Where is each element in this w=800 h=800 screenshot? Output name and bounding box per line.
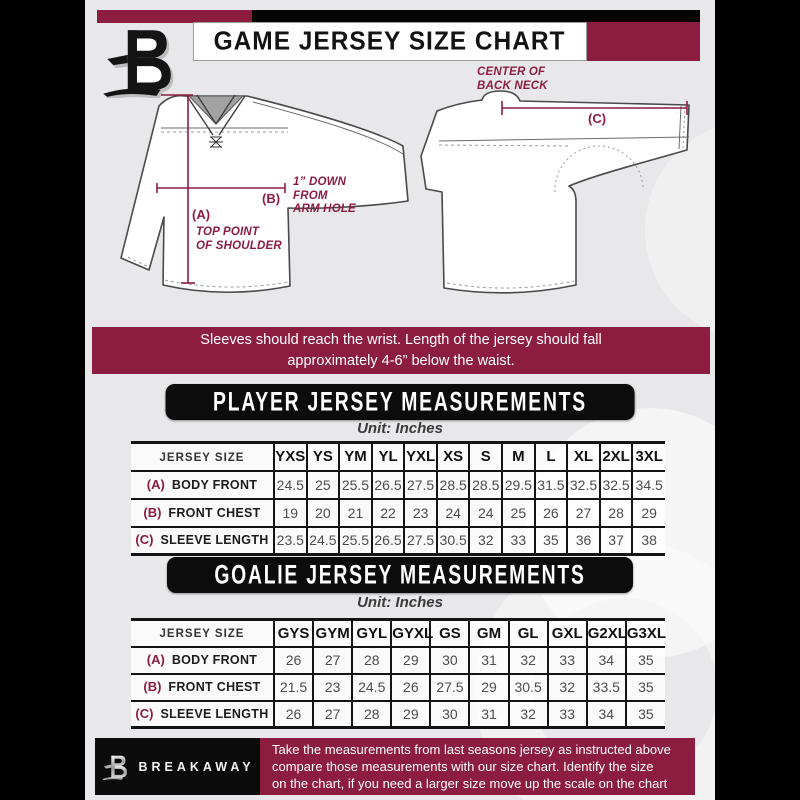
footer-instruction-line1: Take the measurements from last seasons jersey as instructed above: [272, 742, 671, 757]
footer-instructions: [260, 738, 695, 795]
measurement-cell: 34: [587, 701, 626, 728]
measurement-cell: 25: [307, 471, 340, 499]
size-header-cell: GS: [430, 620, 469, 647]
corner-header-label: JERSEY SIZE: [159, 451, 245, 464]
table-header-row: [131, 443, 665, 471]
size-header-cell: S: [469, 443, 502, 471]
measurement-cell: 30: [430, 701, 469, 728]
goalie-section-heading: GOALIE JERSEY MEASUREMENTS: [167, 557, 633, 593]
goalie-unit-label: Unit: Inches: [357, 594, 443, 611]
measurement-cell: 24.5: [307, 527, 340, 555]
size-header-cell: YL: [372, 443, 405, 471]
row-label-cell: [131, 674, 274, 701]
measurement-row: [131, 527, 665, 555]
measurement-cell: 35: [626, 674, 665, 701]
measure-a-label: TOP POINT OF SHOULDER: [196, 226, 282, 252]
footer: [95, 738, 695, 795]
jersey-diagrams-illustration: [85, 80, 715, 315]
size-header-cell: GYL: [352, 620, 391, 647]
fit-note-line1: Sleeves should reach the wrist. Length of the jersey should fall: [200, 331, 602, 348]
measurement-cell: 32.5: [567, 471, 600, 499]
size-header-cell: M: [502, 443, 535, 471]
measurement-cell: 20: [307, 499, 340, 527]
measurement-cell: 25.5: [339, 527, 372, 555]
breakaway-b-logo-icon: [100, 753, 130, 781]
footer-instruction-line3: on the chart, if you need a larger size move up the scale on the chart: [272, 776, 668, 791]
row-label: FRONT CHEST: [168, 680, 261, 694]
measurement-cell: 27: [313, 647, 352, 674]
measurement-cell: 33.5: [587, 674, 626, 701]
row-key: (B): [143, 504, 162, 520]
size-header-cell: GL: [509, 620, 548, 647]
row-label-cell: [131, 471, 274, 499]
row-label-cell: [131, 647, 274, 674]
measurement-cell: 23: [313, 674, 352, 701]
measurement-row: [131, 647, 665, 674]
measurement-cell: 29.5: [502, 471, 535, 499]
measurement-row: [131, 674, 665, 701]
measurement-cell: 35: [626, 701, 665, 728]
row-key: (C): [135, 532, 154, 548]
player-section-heading: PLAYER JERSEY MEASUREMENTS: [166, 384, 635, 420]
measurement-cell: 33: [502, 527, 535, 555]
measurement-cell: 35: [535, 527, 568, 555]
measurement-cell: 32: [548, 674, 587, 701]
measurement-cell: 28.5: [437, 471, 470, 499]
footer-brand-block: [95, 738, 260, 795]
measurement-cell: 31: [469, 701, 508, 728]
measurement-cell: 30.5: [509, 674, 548, 701]
measurement-cell: 27.5: [404, 471, 437, 499]
measurement-cell: 32: [509, 647, 548, 674]
measure-b-label: 1” DOWN FROM ARM HOLE: [293, 176, 356, 215]
row-key: (A): [146, 652, 165, 667]
size-header-cell: GYS: [274, 620, 313, 647]
measurement-cell: 27: [313, 701, 352, 728]
measurement-cell: 31.5: [535, 471, 568, 499]
row-label: FRONT CHEST: [168, 505, 261, 520]
measurement-cell: 29: [469, 674, 508, 701]
size-header-cell: G2XL: [587, 620, 626, 647]
row-key: (A): [146, 476, 165, 492]
measurement-cell: 29: [391, 701, 430, 728]
row-label: SLEEVE LENGTH: [160, 706, 269, 721]
measurement-cell: 35: [626, 647, 665, 674]
size-header-cell: YXS: [274, 443, 307, 471]
measurement-cell: 33: [548, 647, 587, 674]
size-header-cell: GYM: [313, 620, 352, 647]
measurement-cell: 34: [587, 647, 626, 674]
corner-header-cell: [131, 443, 274, 471]
measurement-cell: 26.5: [372, 471, 405, 499]
size-header-cell: L: [535, 443, 568, 471]
measurement-cell: 28: [600, 499, 633, 527]
row-label: BODY FRONT: [171, 477, 258, 492]
measurement-cell: 21: [339, 499, 372, 527]
measurement-cell: 19: [274, 499, 307, 527]
size-header-cell: YM: [339, 443, 372, 471]
measurement-cell: 26: [391, 674, 430, 701]
measurement-cell: 30.5: [437, 527, 470, 555]
measurement-cell: 28.5: [469, 471, 502, 499]
size-header-cell: YXL: [404, 443, 437, 471]
table-header-row: [131, 620, 665, 647]
measurement-cell: 24.5: [274, 471, 307, 499]
row-label: BODY FRONT: [171, 653, 258, 667]
measurement-cell: 24: [437, 499, 470, 527]
measurement-cell: 25.5: [339, 471, 372, 499]
measure-a-key: (A): [192, 207, 211, 222]
page-title: GAME JERSEY SIZE CHART: [214, 26, 566, 56]
measurement-cell: 26: [274, 701, 313, 728]
measurement-cell: 27.5: [430, 674, 469, 701]
measurement-cell: 30: [430, 647, 469, 674]
measurement-cell: 26.5: [372, 527, 405, 555]
measurement-cell: 31: [469, 647, 508, 674]
brand-name: BREAKAWAY: [138, 759, 255, 774]
size-header-cell: GYXL: [391, 620, 430, 647]
size-header-cell: GXL: [548, 620, 587, 647]
measurement-cell: 36: [567, 527, 600, 555]
row-key: (C): [135, 705, 154, 721]
size-header-cell: GM: [469, 620, 508, 647]
row-label-cell: [131, 499, 274, 527]
row-label-cell: [131, 527, 274, 555]
fit-note-line2: approximately 4-6” below the waist.: [287, 352, 515, 369]
content-panel: [85, 0, 715, 800]
measurement-cell: 27: [567, 499, 600, 527]
size-header-cell: XL: [567, 443, 600, 471]
measurement-cell: 29: [391, 647, 430, 674]
row-label: SLEEVE LENGTH: [160, 533, 269, 548]
goalie-measurements-table: [131, 618, 665, 729]
measurement-cell: 28: [352, 647, 391, 674]
row-label-cell: [131, 701, 274, 728]
size-header-cell: YS: [307, 443, 340, 471]
row-key: (B): [143, 679, 162, 694]
fit-note-banner: [92, 327, 710, 374]
measurement-cell: 23.5: [274, 527, 307, 555]
measurement-cell: 33: [548, 701, 587, 728]
measure-c-key: (C): [588, 111, 607, 126]
measurement-cell: 24.5: [352, 674, 391, 701]
measurement-cell: 26: [274, 647, 313, 674]
player-unit-label: Unit: Inches: [357, 420, 443, 437]
measurement-cell: 22: [372, 499, 405, 527]
measure-c-label: CENTER OF BACK NECK: [477, 66, 548, 92]
corner-header-label: JERSEY SIZE: [159, 628, 245, 641]
measurement-cell: 37: [600, 527, 633, 555]
measurement-cell: 32: [509, 701, 548, 728]
measure-b-key: (B): [262, 191, 281, 206]
size-header-cell: 2XL: [600, 443, 633, 471]
measurement-cell: 25: [502, 499, 535, 527]
measurement-cell: 24: [469, 499, 502, 527]
measurement-cell: 26: [535, 499, 568, 527]
measurement-cell: 32: [469, 527, 502, 555]
size-header-cell: G3XL: [626, 620, 665, 647]
measurement-row: [131, 471, 665, 499]
player-measurements-table: [131, 441, 665, 556]
measurement-cell: 23: [404, 499, 437, 527]
footer-instruction-line2: compare those measurements with our size chart. Identify the size: [272, 759, 654, 774]
measurement-cell: 34.5: [632, 471, 665, 499]
measurement-cell: 32.5: [600, 471, 633, 499]
measurement-cell: 38: [632, 527, 665, 555]
title-accent-block: [587, 22, 700, 61]
size-header-cell: 3XL: [632, 443, 665, 471]
measurement-cell: 27.5: [404, 527, 437, 555]
measurement-cell: 29: [632, 499, 665, 527]
measurement-cell: 21.5: [274, 674, 313, 701]
title-box: [193, 22, 587, 61]
measurement-row: [131, 701, 665, 728]
measurement-row: [131, 499, 665, 527]
measurement-cell: 28: [352, 701, 391, 728]
corner-header-cell: [131, 620, 274, 647]
size-header-cell: XS: [437, 443, 470, 471]
title-row: [193, 22, 700, 61]
